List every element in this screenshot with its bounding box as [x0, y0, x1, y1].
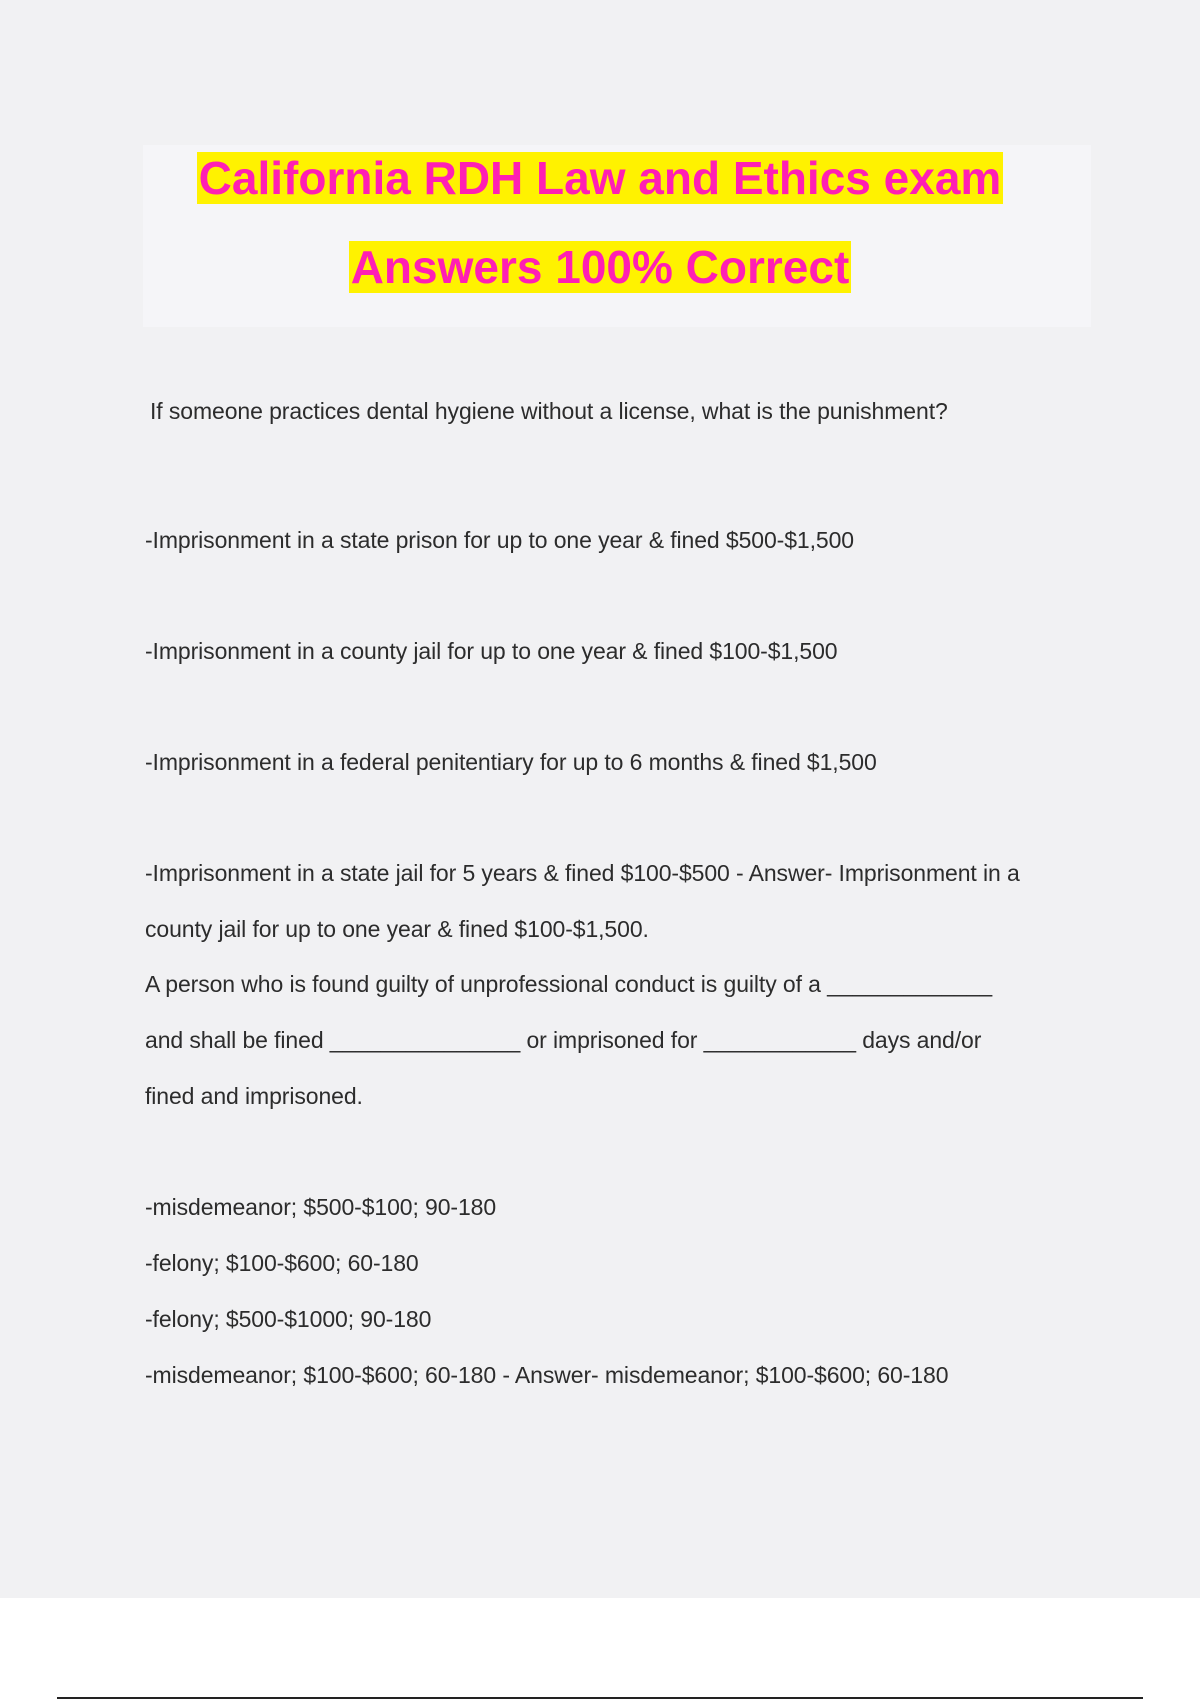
q2-option-c: -felony; $500-$1000; 90-180 [145, 1306, 432, 1332]
question-2-line-2: and shall be fined _______________ or imprisoned for ____________ days and/or [145, 1027, 982, 1053]
q2-option-d-with-answer: -misdemeanor; $100-$600; 60-180 - Answer- misdemeanor; $100-$600; 60-180 [145, 1362, 949, 1388]
q2-option-a: -misdemeanor; $500-$100; 90-180 [145, 1194, 497, 1220]
q1-option-b: -Imprisonment in a county jail for up to one year & fined $100-$1,500 [145, 638, 838, 664]
document-title-line-2 [0, 237, 1200, 297]
q1-option-a: -Imprisonment in a state prison for up to one year & fined $500-$1,500 [145, 527, 854, 553]
question-2-line-3: fined and imprisoned. [145, 1083, 363, 1109]
q2-option-b: -felony; $100-$600; 60-180 [145, 1250, 419, 1276]
title-highlight-2: Answers 100% Correct [350, 241, 850, 293]
title-highlight-1: California RDH Law and Ethics exam [198, 152, 1002, 204]
q1-option-d-with-answer: -Imprisonment in a state jail for 5 years & fined $100-$500 - Answer- Imprisonment in a [145, 860, 1020, 886]
q1-answer-continued: county jail for up to one year & fined $100-$1,500. [145, 916, 649, 942]
question-1: If someone practices dental hygiene without a license, what is the punishment? [150, 398, 948, 424]
question-2-line-1: A person who is found guilty of unprofessional conduct is guilty of a _____________ [145, 971, 993, 997]
document-title-line-1 [0, 148, 1200, 208]
footer-divider [57, 1697, 1143, 1699]
q1-option-c: -Imprisonment in a federal penitentiary for up to 6 months & fined $1,500 [145, 749, 877, 775]
